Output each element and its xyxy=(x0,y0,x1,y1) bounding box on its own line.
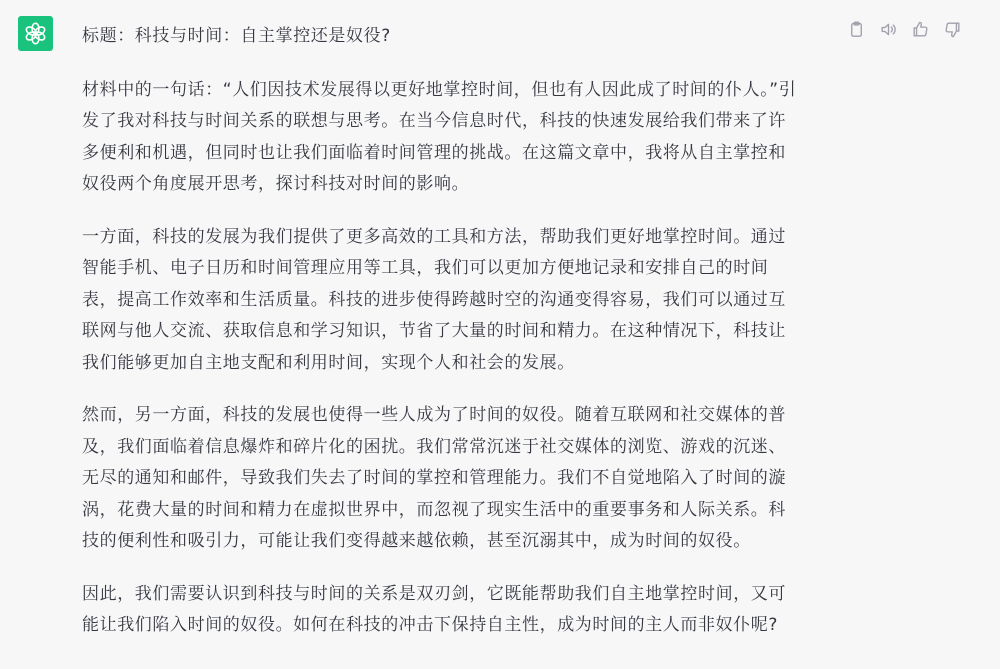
message-actions xyxy=(845,18,963,40)
message-content xyxy=(82,21,842,663)
speaker-icon xyxy=(879,20,898,39)
message-paragraph-4: 因此，我们需要认识到科技与时间的关系是双刃剑，它既能帮助我们自主地掌控时间，又可 能让我们陷入时间的奴役。如何在科技的冲击下保持自主性，成为时间的主人而非奴仆呢? xyxy=(82,583,786,635)
copy-button[interactable] xyxy=(845,18,867,40)
assistant-avatar xyxy=(18,16,53,51)
thumbs-down-icon xyxy=(943,20,962,39)
thumbs-up-button[interactable] xyxy=(909,18,931,40)
clipboard-icon xyxy=(847,20,866,39)
openai-logo-icon xyxy=(23,21,48,46)
thumbs-down-button[interactable] xyxy=(941,18,963,40)
message-paragraph-1: 材料中的一句话：“人们因技术发展得以更好地掌控时间，但也有人因此成了时间的仆人。”引 发了我对科技与时间关系的联想与思考。在当今信息时代，科技的快速发展给我们带来了许 多便利和机遇，但同时也让我们面临着时间管理的挑战。在这篇文章中，我将从自主掌控和 奴役两个角度展开思考，探讨科技对时间的影响。 xyxy=(82,79,797,194)
message-title: 标题：科技与时间：自主掌控还是奴役? xyxy=(82,26,391,46)
read-aloud-button[interactable] xyxy=(877,18,899,40)
message-paragraph-3: 然而，另一方面，科技的发展也使得一些人成为了时间的奴役。随着互联网和社交媒体的普 及，我们面临着信息爆炸和碎片化的困扰。我们常常沉迷于社交媒体的浏览、游戏的沉迷、 无尽的通知和邮件，导致我们失去了时间的掌控和管理能力。我们不自觉地陷入了时间的漩 涡，花费大量的时间和精力在虚拟世界中，而忽视了现实生活中的重要事务和人际关系。科 技的便利性和吸引力，可能让我们变得越来越依赖，甚至沉溺其中，成为时间的奴役。 xyxy=(82,405,786,551)
message-paragraph-2: 一方面，科技的发展为我们提供了更多高效的工具和方法，帮助我们更好地掌控时间。通过 智能手机、电子日历和时间管理应用等工具，我们可以更加方便地记录和安排自己的时间 表，提高工作效率和生活质量。科技的进步使得跨越时空的沟通变得容易，我们可以通过互 联网与他人交流、获取信息和学习知识，节省了大量的时间和精力。在这种情况下，科技让 我们能够更加自主地支配和利用时间，实现个人和社会的发展。 xyxy=(82,226,786,373)
thumbs-up-icon xyxy=(911,20,930,39)
